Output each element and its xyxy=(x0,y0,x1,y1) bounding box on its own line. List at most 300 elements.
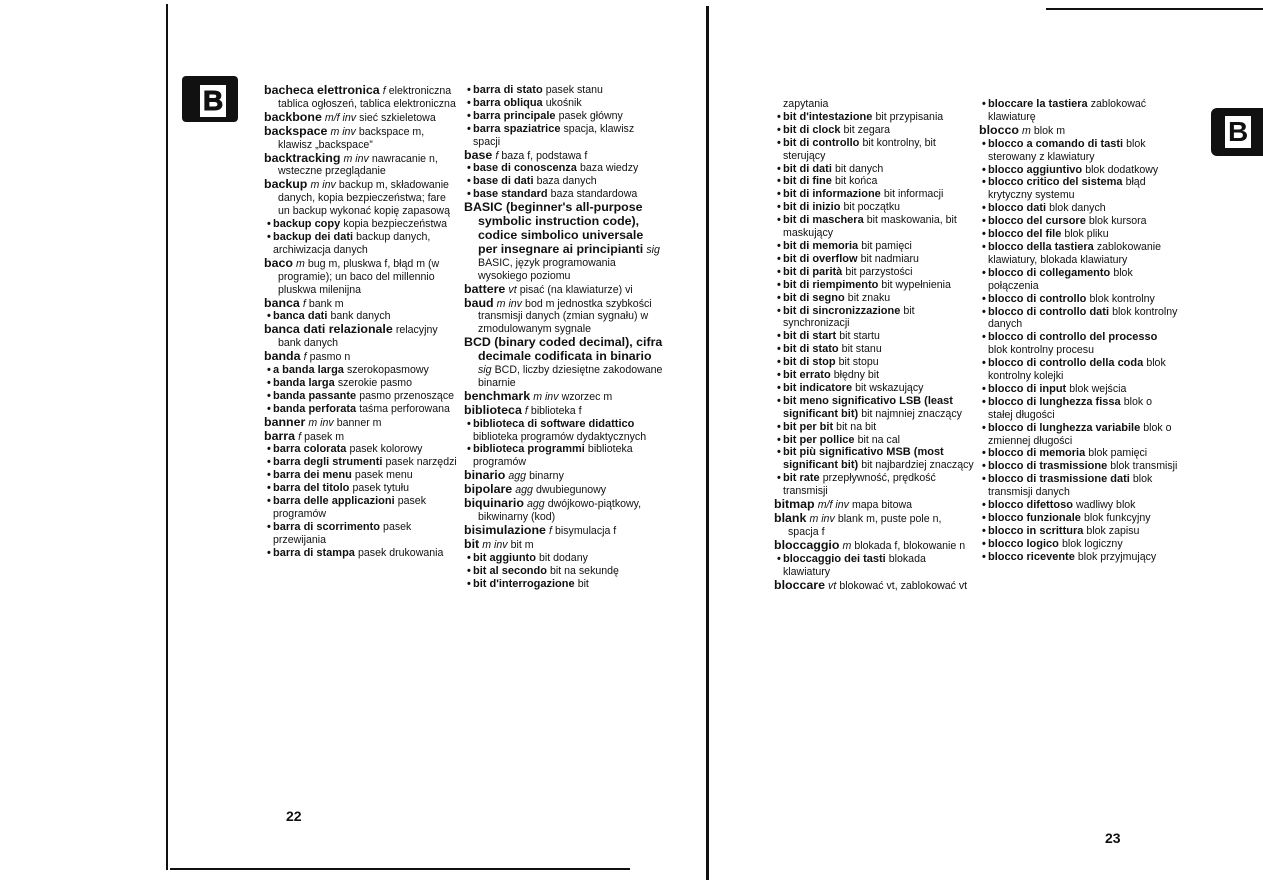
translation: blok dodatkowy xyxy=(1085,163,1159,176)
translation: blok pliku xyxy=(1064,228,1109,241)
sub-headword: bloccaggio dei tasti xyxy=(783,552,886,565)
dictionary-entry xyxy=(264,111,460,125)
translation: bit zegara xyxy=(843,123,891,136)
headword: banca dati relazionale xyxy=(264,322,393,337)
translation: blok połączenia xyxy=(988,266,1133,292)
dictionary-subentry xyxy=(774,382,974,395)
translation: błędny bit xyxy=(833,369,880,382)
dictionary-subentry xyxy=(979,473,1179,499)
sub-headword: blocco di controllo della coda xyxy=(988,357,1144,370)
translation: blok transmisji xyxy=(1110,460,1178,473)
headword: baco xyxy=(264,255,293,270)
bullet-marker: • xyxy=(467,175,471,188)
translation: biblioteka programów dydaktycznych xyxy=(473,430,647,443)
translation: bit nadmiaru xyxy=(860,252,919,265)
sub-headword: blocco di trasmissione dati xyxy=(988,473,1130,486)
bullet-marker: • xyxy=(982,240,986,253)
bullet-marker: • xyxy=(267,364,271,377)
sub-headword: bit di start xyxy=(783,330,837,343)
right-top-edge xyxy=(1046,8,1263,10)
bullet-marker: • xyxy=(467,443,471,456)
bullet-marker: • xyxy=(267,443,271,456)
bullet-marker: • xyxy=(467,122,471,135)
bullet-marker: • xyxy=(467,96,471,109)
bullet-marker: • xyxy=(777,175,781,188)
headword: backtracking xyxy=(264,150,341,165)
bullet-marker: • xyxy=(982,447,986,460)
bullet-marker: • xyxy=(982,382,986,395)
translation: nawracanie n, wsteczne przeglądanie xyxy=(278,152,438,178)
sub-headword: a banda larga xyxy=(273,364,344,377)
dictionary-subentry xyxy=(774,240,974,253)
translation: pasek tytułu xyxy=(352,482,410,495)
bullet-marker: • xyxy=(982,421,986,434)
translation: bit najbardziej znaczący xyxy=(861,459,974,472)
bullet-marker: • xyxy=(777,472,781,485)
grammar-label: m inv xyxy=(330,125,356,138)
dictionary-subentry xyxy=(774,553,974,579)
dictionary-subentry xyxy=(979,551,1179,564)
translation: pasek drukowania xyxy=(357,546,444,559)
bullet-marker: • xyxy=(267,546,271,559)
thumb-index-letter: B xyxy=(1223,114,1253,150)
translation: szerokie pasmo xyxy=(337,376,412,389)
dictionary-subentry xyxy=(979,460,1179,473)
grammar-label: agg xyxy=(508,470,527,483)
grammar-label: m inv xyxy=(343,152,369,165)
bullet-marker: • xyxy=(777,304,781,317)
dictionary-subentry xyxy=(264,443,460,456)
sub-headword: bit d'intestazione xyxy=(783,110,873,123)
sub-headword: base di conoscenza xyxy=(473,162,577,175)
dictionary-subentry xyxy=(264,469,460,482)
sub-headword: bit errato xyxy=(783,369,831,382)
grammar-label: f xyxy=(303,351,307,364)
sub-headword: blocco del cursore xyxy=(988,215,1086,228)
translation: spacja, klawisz spacji xyxy=(473,122,635,148)
bullet-marker: • xyxy=(777,265,781,278)
bullet-marker: • xyxy=(267,469,271,482)
headword: battere xyxy=(464,281,506,296)
translation: zablokowanie klawiatury, blokada klawiatury xyxy=(988,240,1162,266)
dictionary-subentry xyxy=(774,292,974,305)
sub-headword: bit rate xyxy=(783,472,820,485)
translation: biblioteka programów xyxy=(473,443,633,469)
translation: blokować vt, zablokować vt xyxy=(839,579,968,592)
sub-headword: barra di stampa xyxy=(273,546,355,559)
dictionary-subentry xyxy=(264,521,460,547)
grammar-label: f xyxy=(495,149,499,162)
headword: blocco xyxy=(979,122,1019,137)
sub-headword: bit indicatore xyxy=(783,381,853,394)
dictionary-subentry xyxy=(774,434,974,447)
translation: pasmo przenoszące xyxy=(359,389,455,402)
bullet-marker: • xyxy=(777,369,781,382)
grammar-label: f xyxy=(382,85,386,97)
dictionary-subentry xyxy=(979,98,1179,124)
sub-headword: bit di segno xyxy=(783,291,845,304)
dictionary-subentry xyxy=(979,331,1179,357)
sub-headword: bloccare la tastiera xyxy=(988,98,1088,110)
grammar-label: m inv xyxy=(310,179,336,192)
grammar-label: m xyxy=(1022,124,1031,137)
translation: bug m, pluskwa f, błąd m (w programie); un baco del millennio pluskwa milenijna xyxy=(278,257,440,296)
bullet-marker: • xyxy=(267,310,271,323)
translation: backup danych, archiwizacja danych xyxy=(273,230,431,256)
translation: dwójkowo-piątkowy, bikwinarny (kod) xyxy=(478,498,642,523)
sub-headword: barra dei menu xyxy=(273,469,352,482)
dictionary-subentry xyxy=(774,472,974,498)
sub-headword: biblioteca di software didattico xyxy=(473,417,635,430)
grammar-label: vt xyxy=(508,283,517,296)
sub-headword: bit per bit xyxy=(783,420,834,433)
translation: blokada f, blokowanie n xyxy=(854,539,966,552)
dictionary-entry xyxy=(264,257,460,297)
translation: bit najmniej znaczący xyxy=(861,407,962,420)
sub-headword: blocco aggiuntivo xyxy=(988,163,1083,176)
bullet-marker: • xyxy=(777,123,781,136)
page-number: 23 xyxy=(1105,830,1121,846)
translation: relacyjny bank danych xyxy=(278,324,438,350)
sub-headword: blocco di collegamento xyxy=(988,266,1111,279)
sub-headword: blocco di lunghezza variabile xyxy=(988,421,1141,434)
dictionary-subentry xyxy=(264,456,460,469)
translation: elektroniczna tablica ogłoszeń, tablica elektroniczna xyxy=(278,85,456,110)
dictionary-subentry xyxy=(979,357,1179,383)
headword: bloccare xyxy=(774,577,825,592)
sub-headword: barra delle applicazioni xyxy=(273,495,395,508)
translation: bit kontrolny, bit sterujący xyxy=(783,136,936,162)
dictionary-subentry xyxy=(979,293,1179,306)
grammar-label: m xyxy=(295,257,305,270)
headword: backspace xyxy=(264,123,328,138)
sub-headword: bit di sincronizzazione xyxy=(783,304,901,317)
dictionary-subentry xyxy=(774,111,974,124)
grammar-label: agg xyxy=(526,498,545,511)
bullet-marker: • xyxy=(777,552,781,565)
sub-headword: bit per pollice xyxy=(783,433,855,446)
dictionary-subentry xyxy=(264,218,460,231)
translation: blok o zmiennej długości xyxy=(988,421,1172,447)
translation: baza f, podstawa f xyxy=(501,149,588,162)
translation: bit synchronizacji xyxy=(783,304,915,330)
translation: blok funkcyjny xyxy=(1083,512,1151,524)
bullet-marker: • xyxy=(467,577,471,590)
sub-headword: bit d'interrogazione xyxy=(473,577,575,590)
grammar-label: f xyxy=(549,524,552,537)
headword: binario xyxy=(464,468,506,483)
dictionary-subentry xyxy=(979,499,1179,512)
bullet-marker: • xyxy=(777,381,781,394)
sub-headword: bit di informazione xyxy=(783,188,881,201)
headword: baud xyxy=(464,295,494,310)
translation: bit na bit xyxy=(836,420,877,433)
bullet-marker: • xyxy=(267,389,271,402)
sub-headword: blocco di trasmissione xyxy=(988,460,1108,473)
translation: bit stanu xyxy=(841,343,882,356)
bullet-marker: • xyxy=(777,420,781,433)
translation: baza danych xyxy=(536,175,597,188)
bullet-marker: • xyxy=(982,524,986,537)
headword: bloccaggio xyxy=(774,537,840,552)
sub-headword: bit al secondo xyxy=(473,564,547,577)
dictionary-subentry xyxy=(774,446,974,472)
left-binding-edge xyxy=(166,4,168,870)
bullet-marker: • xyxy=(982,512,986,524)
bullet-marker: • xyxy=(467,162,471,175)
dictionary-entry xyxy=(264,416,460,430)
bullet-marker: • xyxy=(982,460,986,473)
translation: biblioteka f xyxy=(530,404,582,417)
dictionary-entry xyxy=(774,579,974,593)
headword: biblioteca xyxy=(464,402,522,417)
sub-headword: bit più significativo MSB (most significant bit) xyxy=(783,446,944,472)
sub-headword: banda larga xyxy=(273,376,335,389)
translation: baza standardowa xyxy=(550,188,638,201)
dictionary-subentry xyxy=(774,175,974,188)
sub-headword: blocco in scrittura xyxy=(988,524,1084,537)
sub-headword: blocco critico del sistema xyxy=(988,176,1123,189)
grammar-label: vt xyxy=(828,579,837,592)
sub-headword: bit aggiunto xyxy=(473,551,536,564)
translation: bit danych xyxy=(834,162,884,175)
dictionary-subentry xyxy=(264,547,460,560)
headword: BASIC (beginner's all-purpose symbolic instruction code), codice simbolico universale per insegnare ai principianti xyxy=(464,200,644,256)
bullet-marker: • xyxy=(982,550,986,563)
translation: ukośnik xyxy=(545,96,582,109)
translation: bank m xyxy=(308,297,344,310)
translation: bit m xyxy=(510,538,534,551)
sub-headword: blocco di input xyxy=(988,382,1067,395)
dictionary-entry xyxy=(264,125,460,152)
dictionary-entry xyxy=(264,297,460,311)
grammar-label: m inv xyxy=(809,513,835,525)
dictionary-subentry xyxy=(774,369,974,382)
dictionary-subentry xyxy=(774,188,974,201)
dictionary-entry xyxy=(979,124,1179,138)
bullet-marker: • xyxy=(982,357,986,370)
translation: baza wiedzy xyxy=(580,162,639,175)
translation: bit wypełnienia xyxy=(881,278,951,291)
dictionary-subentry xyxy=(979,267,1179,293)
sub-headword: barra colorata xyxy=(273,443,347,456)
sub-headword: barra di stato xyxy=(473,84,543,96)
bullet-marker: • xyxy=(777,394,781,407)
translation: bit dodany xyxy=(539,551,588,564)
translation: backup m, składowanie danych, kopia bezpieczeństwa; fare un backup wykonać kopię zapasową xyxy=(278,179,450,218)
sub-headword: bit di maschera xyxy=(783,214,864,227)
thumb-index-tab xyxy=(182,76,238,122)
bullet-marker: • xyxy=(777,446,781,459)
page-number: 22 xyxy=(286,808,302,824)
dictionary-subentry xyxy=(774,305,974,331)
sub-headword: banda passante xyxy=(273,389,357,402)
translation: blok wejścia xyxy=(1069,382,1127,395)
sub-headword: barra del titolo xyxy=(273,482,350,495)
dictionary-subentry xyxy=(774,163,974,176)
translation: blokada klawiatury xyxy=(783,552,926,578)
translation: backspace m, klawisz „backspace” xyxy=(278,125,425,151)
dictionary-subentry xyxy=(264,364,460,377)
dictionary-subentry xyxy=(264,390,460,403)
grammar-label: f xyxy=(298,430,302,443)
bullet-marker: • xyxy=(267,456,271,469)
translation: dwubiegunowy xyxy=(536,484,607,497)
dictionary-subentry xyxy=(979,241,1179,267)
sub-headword: bit di fine xyxy=(783,175,832,188)
translation: pasek główny xyxy=(558,109,623,122)
right-column-1 xyxy=(774,98,974,592)
sub-headword: barra di scorrimento xyxy=(273,520,380,533)
translation: blok kursora xyxy=(1088,215,1147,228)
sub-headword: backup copy xyxy=(273,218,341,231)
sub-headword: blocco difettoso xyxy=(988,499,1073,512)
translation: bisymulacja f xyxy=(555,524,617,537)
translation: bit na sekundę xyxy=(550,564,619,577)
bullet-marker: • xyxy=(982,202,986,215)
grammar-label: sig xyxy=(646,243,660,256)
translation: pasmo n xyxy=(309,351,351,364)
bullet-marker: • xyxy=(982,473,986,486)
bullet-marker: • xyxy=(982,537,986,550)
dictionary-entry xyxy=(774,539,974,553)
translation: pasek narzędzi xyxy=(385,456,457,469)
headword: bacheca elettronica xyxy=(264,83,380,97)
bullet-marker: • xyxy=(982,137,986,150)
dictionary-subentry xyxy=(264,310,460,323)
left-bottom-edge xyxy=(170,868,630,870)
translation: sieć szkieletowa xyxy=(359,111,436,124)
dictionary-continuation xyxy=(774,98,974,111)
dictionary-entry xyxy=(264,350,460,364)
translation: pasek menu xyxy=(354,469,413,482)
sub-headword: banda perforata xyxy=(273,402,357,415)
bullet-marker: • xyxy=(982,292,986,305)
translation: binarny xyxy=(529,470,564,483)
translation: blok logiczny xyxy=(1061,537,1123,550)
sub-headword: blocco della tastiera xyxy=(988,240,1094,253)
thumb-index-tab xyxy=(1211,108,1263,156)
bullet-marker: • xyxy=(777,330,781,343)
dictionary-subentry xyxy=(979,383,1179,396)
bullet-marker: • xyxy=(777,433,781,446)
translation: bit maskowania, bit maskujący xyxy=(783,214,957,240)
bullet-marker: • xyxy=(467,84,471,96)
bullet-marker: • xyxy=(982,98,986,110)
sub-headword: bit di controllo xyxy=(783,136,860,149)
bullet-marker: • xyxy=(267,376,271,389)
sub-headword: bit di overflow xyxy=(783,252,858,265)
dictionary-subentry xyxy=(264,231,460,257)
sub-headword: blocco di controllo xyxy=(988,292,1087,305)
grammar-label: sig xyxy=(478,364,492,377)
sub-headword: biblioteca programmi xyxy=(473,443,585,456)
grammar-label: m inv xyxy=(308,416,334,429)
grammar-label: m xyxy=(842,539,852,552)
translation: blok kontrolny kolejki xyxy=(988,357,1166,383)
dictionary-subentry xyxy=(774,214,974,240)
thumb-index-letter: B xyxy=(198,83,228,119)
translation: bod m jednostka szybkości transmisji danych (zmian sygnału) w zmodulowanym sygnale xyxy=(478,297,652,336)
dictionary-subentry xyxy=(774,279,974,292)
translation: pasek m xyxy=(304,430,345,443)
sub-headword: bit di stato xyxy=(783,343,839,356)
bullet-marker: • xyxy=(267,402,271,415)
sub-headword: barra obliqua xyxy=(473,96,543,109)
headword: benchmark xyxy=(464,388,531,403)
dictionary-subentry xyxy=(264,377,460,390)
bullet-marker: • xyxy=(777,110,781,123)
sub-headword: barra principale xyxy=(473,109,556,122)
translation: szerokopasmowy xyxy=(346,364,429,377)
headword: bit xyxy=(464,536,480,551)
translation: pasek kolorowy xyxy=(349,443,423,456)
dictionary-subentry xyxy=(979,138,1179,164)
translation: blok m xyxy=(1033,124,1066,137)
translation: pasek przewijania xyxy=(273,520,412,546)
dictionary-subentry xyxy=(979,538,1179,551)
translation: mapa bitowa xyxy=(851,499,913,512)
grammar-label: f xyxy=(302,297,306,310)
translation: bit przypisania xyxy=(875,110,944,123)
sub-headword: blocco a comando di tasti xyxy=(988,137,1124,150)
translation: bit stopu xyxy=(838,356,879,369)
dictionary-entry xyxy=(774,498,974,512)
translation: bit znaku xyxy=(847,291,891,304)
dictionary-subentry xyxy=(774,356,974,369)
bullet-marker: • xyxy=(777,201,781,214)
sub-headword: backup dei dati xyxy=(273,230,354,243)
translation: bit na cal xyxy=(857,433,900,446)
dictionary-subentry xyxy=(774,201,974,214)
sub-headword: blocco ricevente xyxy=(988,550,1075,563)
translation: blok zapisu xyxy=(1086,524,1140,537)
translation: zapytania xyxy=(783,98,829,110)
sub-headword: base di dati xyxy=(473,175,534,188)
bullet-marker: • xyxy=(777,343,781,356)
bullet-marker: • xyxy=(777,278,781,291)
dictionary-entry xyxy=(264,84,460,111)
bullet-marker: • xyxy=(467,551,471,564)
bullet-marker: • xyxy=(467,417,471,430)
headword: bitmap xyxy=(774,497,815,512)
sub-headword: bit di riempimento xyxy=(783,278,879,291)
headword: backup xyxy=(264,177,308,192)
translation: błąd krytyczny systemu xyxy=(988,176,1146,202)
translation: bank danych xyxy=(330,310,391,323)
dictionary-entry xyxy=(264,430,460,444)
dictionary-subentry xyxy=(774,343,974,356)
translation: przepływność, prędkość transmisji xyxy=(783,472,936,498)
grammar-label: agg xyxy=(515,484,533,497)
translation: wzorzec m xyxy=(561,390,613,403)
sub-headword: blocco di controllo dati xyxy=(988,305,1109,318)
dictionary-subentry xyxy=(979,447,1179,460)
dictionary-subentry xyxy=(979,164,1179,177)
bullet-marker: • xyxy=(982,331,986,344)
sub-headword: blocco logico xyxy=(988,537,1059,550)
sub-headword: bit di memoria xyxy=(783,239,859,252)
dictionary-subentry xyxy=(979,512,1179,525)
bullet-marker: • xyxy=(467,188,471,201)
translation: blok danych xyxy=(1049,202,1106,215)
translation: pasek programów xyxy=(273,495,426,520)
bullet-marker: • xyxy=(267,520,271,533)
translation: bit startu xyxy=(839,330,880,343)
bullet-marker: • xyxy=(777,162,781,175)
translation: blok o stałej długości xyxy=(988,395,1152,421)
headword: blank xyxy=(774,511,807,525)
